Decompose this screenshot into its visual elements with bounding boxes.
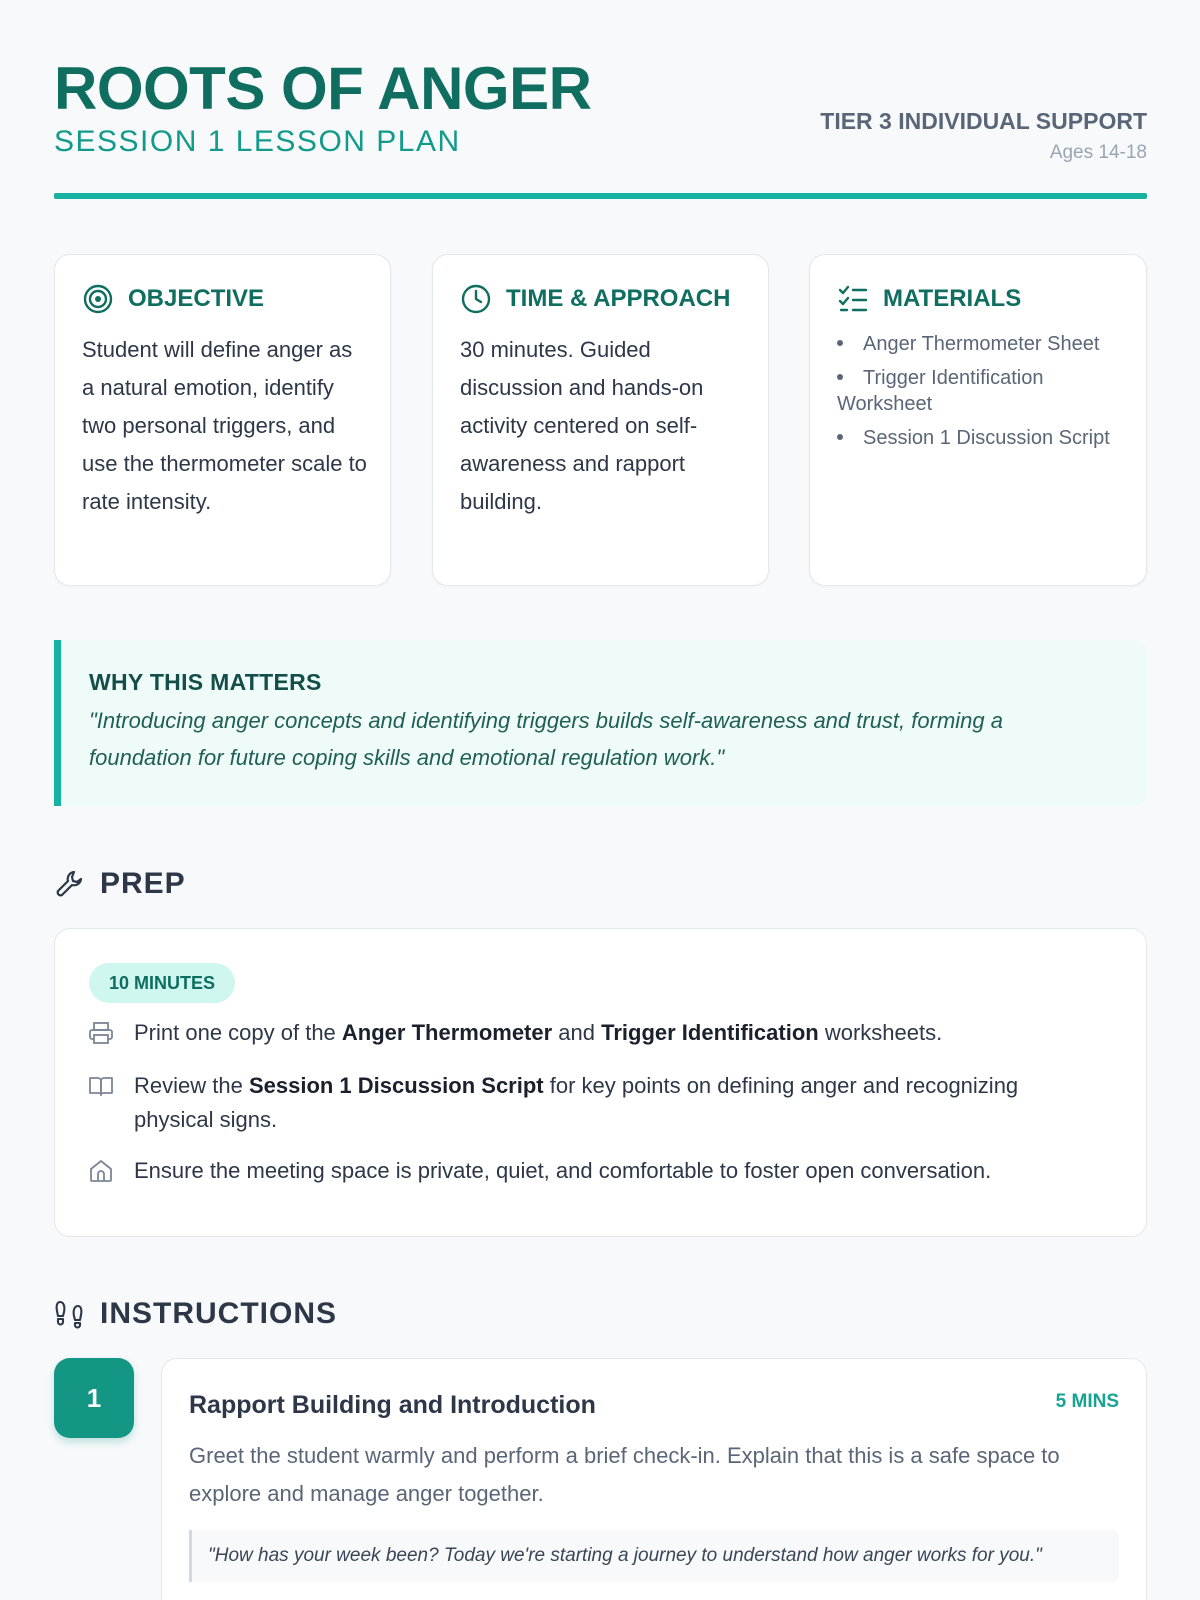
header-divider [54, 193, 1147, 199]
time-approach-card [432, 254, 769, 586]
time-approach-label: TIME & APPROACH [506, 285, 731, 312]
material-item-label: Anger Thermometer Sheet [863, 333, 1100, 355]
target-icon [82, 283, 114, 315]
step-card [161, 1358, 1147, 1600]
material-item-label: Trigger Identification Worksheet [837, 367, 1044, 415]
instructions-label: INSTRUCTIONS [100, 1297, 337, 1330]
list-item [837, 425, 1126, 451]
time-approach-card-header [460, 282, 730, 316]
prep-bold-term: Anger Thermometer [341, 1020, 553, 1045]
summary-cards [54, 254, 1147, 586]
step-number-badge: 1 [54, 1358, 134, 1438]
printer-icon [88, 1020, 114, 1046]
prep-item-text: Ensure the meeting space is private, quiet, and comfortable to foster open conversation. [134, 1158, 992, 1183]
clock-icon [460, 283, 492, 315]
objective-card-header [82, 282, 264, 316]
objective-card [54, 254, 391, 586]
prep-text-segment: and [552, 1020, 602, 1045]
prep-item-text [134, 1069, 1087, 1137]
prep-text-segment: for key points on defining anger and recognizing physical signs. [134, 1073, 1019, 1132]
prep-label: PREP [100, 867, 186, 900]
page-subtitle: SESSION 1 LESSON PLAN [54, 125, 461, 158]
lesson-plan-page [54, 0, 1147, 1566]
home-icon [88, 1158, 114, 1184]
prep-bold-term: Trigger Identification [601, 1020, 819, 1045]
prep-item [88, 1069, 1087, 1137]
step-description: Greet the student warmly and perform a brief check-in. Explain that this is a safe space to explore and manage anger together. [189, 1443, 1060, 1506]
prep-item-text [134, 1016, 942, 1050]
prep-bold-term: Session 1 Discussion Script [248, 1073, 544, 1098]
book-open-icon [88, 1073, 114, 1099]
material-item-label: Session 1 Discussion Script [863, 427, 1110, 449]
time-approach-text: 30 minutes. Guided discussion and hands-on activity centered on self-awareness and rapport building. [460, 337, 704, 514]
page-header [54, 0, 1147, 200]
why-title: WHY THIS MATTERS [89, 669, 322, 695]
prep-section-header [54, 866, 186, 902]
prep-text-segment: Review the [134, 1073, 249, 1098]
list-item [837, 365, 1126, 417]
duration-badge: 10 MINUTES [89, 963, 235, 1003]
why-this-matters-callout [54, 640, 1147, 806]
step-title: Rapport Building and Introduction [189, 1391, 596, 1419]
tier-label: TIER 3 INDIVIDUAL SUPPORT [820, 108, 1147, 134]
why-quote: "Introducing anger concepts and identifying triggers builds self-awareness and trust, forming a foundation for future coping skills and emotional regulation work." [89, 708, 1003, 770]
wrench-icon [54, 868, 86, 900]
age-range: Ages 14-18 [1049, 142, 1147, 163]
step-duration: 5 MINS [1055, 1391, 1119, 1412]
objective-label: OBJECTIVE [128, 285, 265, 312]
checklist-icon [837, 283, 869, 315]
bullet-icon [837, 340, 843, 346]
materials-label: MATERIALS [883, 285, 1022, 312]
footprints-icon [54, 1298, 86, 1330]
step-script-quote: "How has your week been? Today we're starting a journey to understand how anger works for you." [189, 1530, 1119, 1582]
prep-text-segment: worksheets. [818, 1020, 943, 1045]
materials-card-header [837, 282, 1021, 316]
materials-card [809, 254, 1147, 586]
materials-list [837, 331, 1126, 459]
objective-text: Student will define anger as a natural emotion, identify two personal triggers, and use the thermometer scale to rate intensity. [82, 337, 367, 514]
prep-item [88, 1016, 1087, 1050]
page-title: ROOTS OF ANGER [54, 55, 592, 122]
prep-item [88, 1154, 1087, 1188]
list-item [837, 331, 1126, 357]
prep-text-segment: Print one copy of the [134, 1020, 342, 1045]
bullet-icon [837, 374, 843, 380]
instructions-section-header [54, 1296, 337, 1332]
bullet-icon [837, 434, 843, 440]
